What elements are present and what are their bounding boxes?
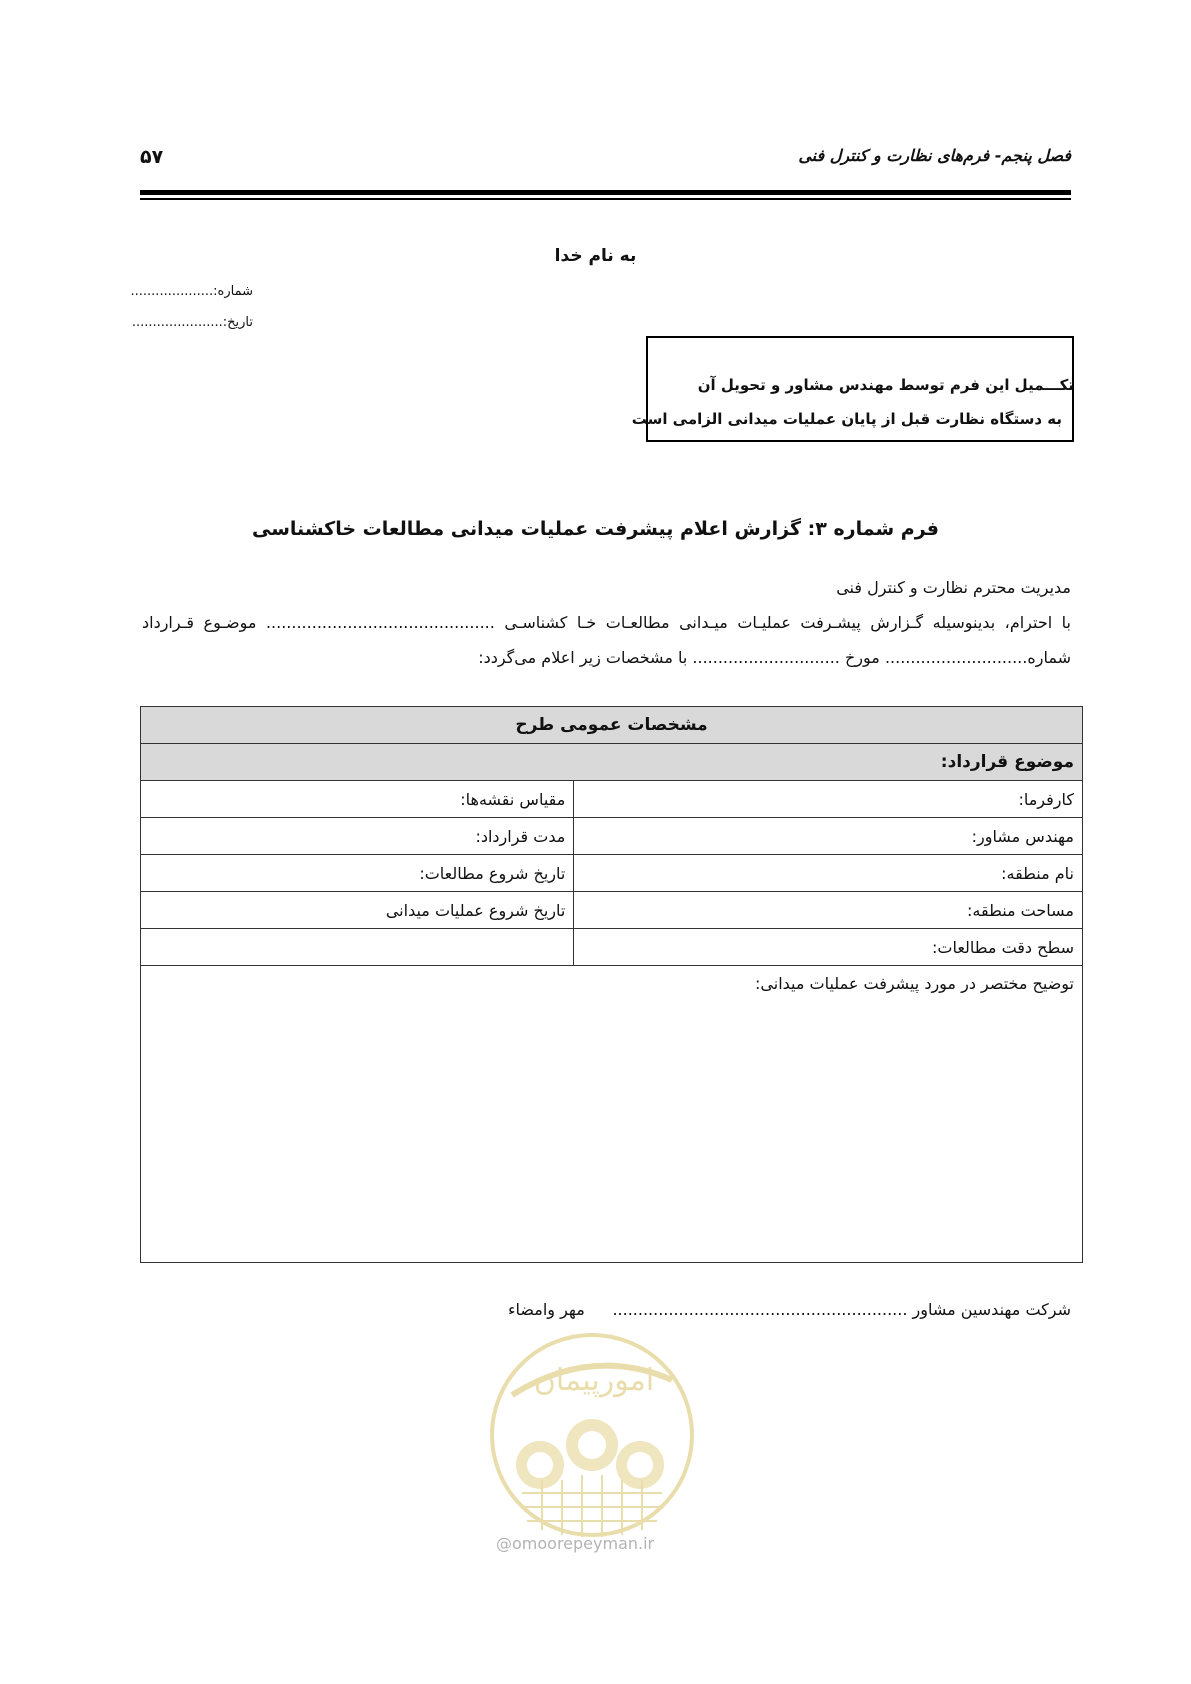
notice-box <box>631 336 1074 442</box>
header-rule <box>140 190 1071 195</box>
map-scale-field: مقیاس نقشه‌ها: <box>141 781 574 818</box>
letter-date-field: تاریخ:...................... <box>131 315 253 330</box>
chapter-title: فصل پنجم- فرم‌های نظارت و کنترل فنی <box>798 146 1071 165</box>
region-area-field: مساحت منطقه: <box>574 892 1083 929</box>
table-row <box>141 929 1083 966</box>
watermark-url: @omoorepeyman.ir <box>496 1534 655 1553</box>
watermark-seal-logo <box>482 1325 702 1555</box>
table-row <box>141 781 1083 818</box>
seal-signature-label: مهر وامضاء <box>508 1300 585 1319</box>
basmala: به نام خدا <box>554 246 637 266</box>
table-row <box>141 855 1083 892</box>
study-start-date-field: تاریخ شروع مطالعات: <box>141 855 574 892</box>
study-accuracy-field: سطح دقت مطالعات: <box>574 929 1083 966</box>
region-name-field: نام منطقه: <box>574 855 1083 892</box>
consultant-field: مهندس مشاور: <box>574 818 1083 855</box>
contract-duration-field: مدت قرارداد: <box>141 818 574 855</box>
field-start-date-field: تاریخ شروع عملیات میدانی <box>141 892 574 929</box>
notice-line-2: به دستگاه نظارت قبل از پایان عملیات میدانی الزامی است <box>631 410 1062 428</box>
page-number: ۵۷ <box>140 146 164 168</box>
consultant-company-line: شرکت مهندسین مشاور .......................................................... <box>612 1300 1071 1319</box>
project-spec-table <box>140 706 1083 1263</box>
table-header: مشخصات عمومی طرح <box>141 707 1083 744</box>
intro-body-line-2: شماره............................ مورخ ............................. با مشخصات زیر اعلام می‌گردد: <box>478 648 1071 667</box>
form-title: فرم شماره ۳: گزارش اعلام پیشرفت عملیات میدانی مطالعات خاکشناسی <box>252 518 939 540</box>
letter-number-field: شماره:.................... <box>130 284 253 299</box>
intro-salutation: مدیریت محترم نظارت و کنترل فنی <box>836 578 1071 597</box>
table-row <box>141 818 1083 855</box>
header-rule-thin <box>140 198 1071 200</box>
watermark-logo-text: امورپیمان <box>533 1363 655 1398</box>
employer-field: کارفرما: <box>574 781 1083 818</box>
intro-body-line: با احترام، بدینوسیله گـزارش پیشـرفت عملیـات میـدانی مطالعـات خـا کشناسـی ............................................. موضـوع قـرارداد <box>142 613 1071 632</box>
progress-description-field: توضیح مختصر در مورد پیشرفت عملیات میدانی: <box>141 966 1083 1263</box>
contract-subject-field: موضوع قرارداد: <box>141 744 1083 781</box>
table-row <box>141 892 1083 929</box>
notice-line-1: تکـــمیل این فرم توسط مهندس مشاور و تحویل آن <box>697 376 1074 394</box>
empty-cell <box>141 929 574 966</box>
